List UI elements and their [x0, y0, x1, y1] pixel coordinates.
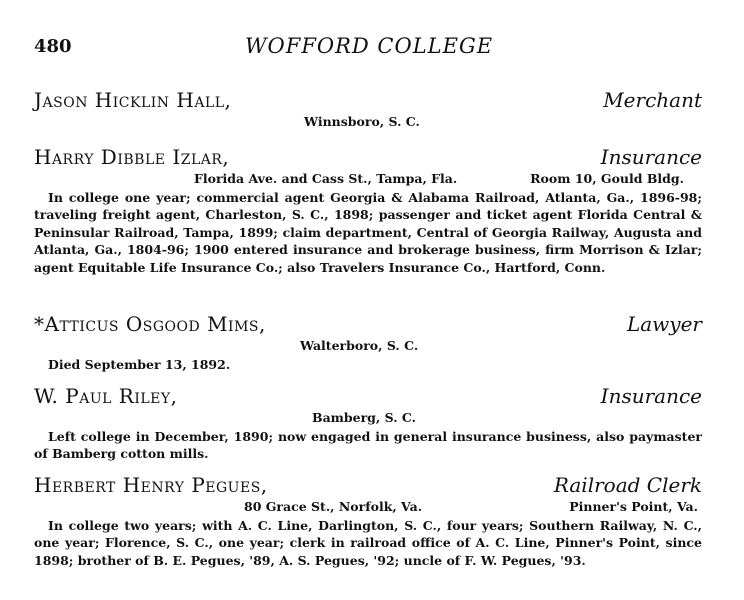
address: Walterboro, S. C.	[300, 338, 419, 353]
entry-heading	[34, 312, 702, 338]
alumni-entry	[34, 88, 702, 132]
address-line	[34, 338, 702, 356]
address: Bamberg, S. C.	[312, 410, 416, 425]
page-header	[34, 36, 704, 64]
address-line	[34, 499, 702, 517]
address: Winnsboro, S. C.	[304, 114, 420, 129]
alumnus-name: Harry Dibble Izlar,	[34, 145, 230, 169]
running-head: WOFFORD COLLEGE	[244, 34, 494, 58]
entry-heading	[34, 384, 702, 410]
entry-heading	[34, 145, 702, 171]
alumni-entry	[34, 384, 702, 463]
occupation: Lawyer	[626, 312, 702, 336]
occupation: Merchant	[603, 88, 702, 112]
address-secondary: Room 10, Gould Bldg.	[530, 171, 684, 186]
address-line	[34, 114, 702, 132]
address: 80 Grace St., Norfolk, Va.	[244, 499, 423, 514]
occupation: Railroad Clerk	[553, 473, 702, 497]
alumni-entry	[34, 312, 702, 373]
page-number: 480	[34, 36, 72, 57]
address: Florida Ave. and Cass St., Tampa, Fla.	[194, 171, 458, 186]
alumnus-name: Jason Hicklin Hall,	[34, 88, 232, 112]
biography-text: Left college in December, 1890; now engaged in general insurance business, also paymaster of Bamberg cotton mills.	[34, 429, 702, 462]
address-line	[34, 171, 702, 189]
biography-text: In college one year; commercial agent Georgia & Alabama Railroad, Atlanta, Ga., 1896-98; traveling freight agent, Charleston, S. C., 1898; passenger and ticket agent Florida Central & Peninsular Railroad, Tampa, 1899; claim department, Central of Georgia Railway, Augusta and Atlanta, Ga., 1804-96; 1900 entered insurance and brokerage business, firm Morrison & Izlar; agent Equitable Life Insurance Co.; also Travelers Insurance Co., Hartford, Conn.	[34, 190, 702, 275]
alumnus-name: Herbert Henry Pegues,	[34, 473, 268, 497]
address-secondary: Pinner's Point, Va.	[569, 499, 698, 514]
alumni-entry	[34, 145, 702, 276]
address-line	[34, 410, 702, 428]
biography-text: In college two years; with A. C. Line, Darlington, S. C., four years; Southern Railway, N. C., one year; Florence, S. C., one year; clerk in railroad office of A. C. Line, Pinner's Point, since 1898; brother of B. E. Pegues, '89, A. S. Pegues, '92; uncle of F. W. Pegues, '93.	[34, 518, 702, 568]
entry-heading	[34, 88, 702, 114]
alumnus-name: *Atticus Osgood Mims,	[34, 312, 266, 336]
entry-heading	[34, 473, 702, 499]
alumni-entry	[34, 473, 702, 569]
occupation: Insurance	[600, 145, 702, 169]
death-note: Died September 13, 1892.	[48, 357, 231, 372]
alumnus-name: W. Paul Riley,	[34, 384, 178, 408]
occupation: Insurance	[600, 384, 702, 408]
